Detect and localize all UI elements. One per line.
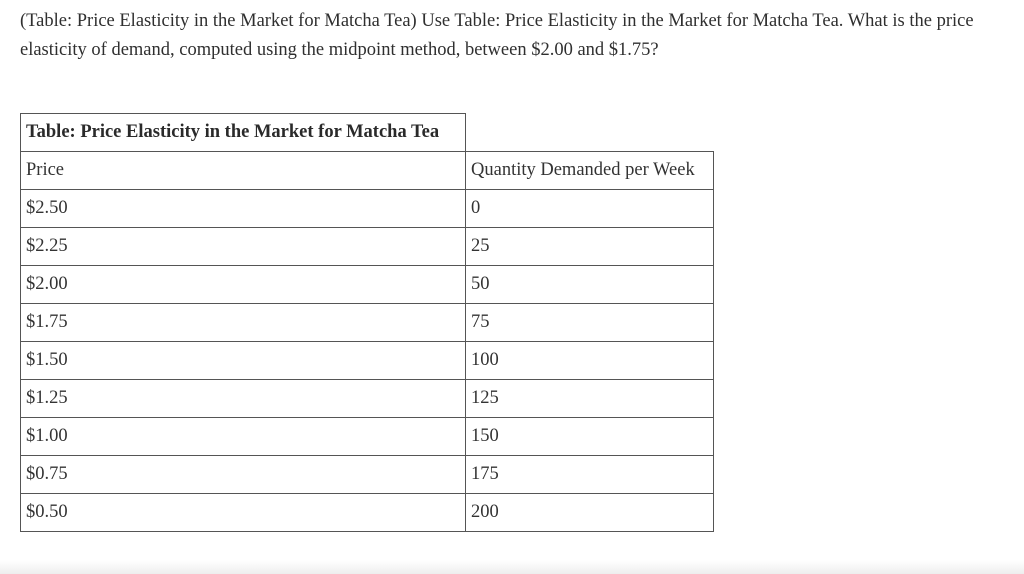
price-cell: $1.75 — [21, 304, 466, 342]
quantity-cell: 200 — [466, 494, 714, 532]
price-cell: $1.25 — [21, 380, 466, 418]
price-cell: $1.00 — [21, 418, 466, 456]
table-row — [21, 228, 714, 266]
quantity-cell: 75 — [466, 304, 714, 342]
price-cell: $2.50 — [21, 190, 466, 228]
quantity-cell: 0 — [466, 190, 714, 228]
table-row — [21, 266, 714, 304]
table-header-row — [21, 152, 714, 190]
table-row — [21, 456, 714, 494]
table-row — [21, 494, 714, 532]
table-row — [21, 342, 714, 380]
bottom-shadow-divider — [0, 560, 1024, 574]
quantity-cell: 150 — [466, 418, 714, 456]
quantity-cell: 175 — [466, 456, 714, 494]
price-column-header: Price — [21, 152, 466, 190]
quantity-column-header: Quantity Demanded per Week — [466, 152, 714, 190]
table-title-row — [21, 114, 714, 152]
table-title: Table: Price Elasticity in the Market for Matcha Tea — [21, 114, 466, 152]
quantity-cell: 100 — [466, 342, 714, 380]
quantity-cell: 50 — [466, 266, 714, 304]
price-elasticity-table — [20, 113, 714, 532]
price-cell: $2.00 — [21, 266, 466, 304]
quantity-cell: 25 — [466, 228, 714, 266]
price-cell: $0.75 — [21, 456, 466, 494]
quantity-cell: 125 — [466, 380, 714, 418]
price-elasticity-table-container — [20, 113, 714, 532]
table-row — [21, 190, 714, 228]
table-row — [21, 304, 714, 342]
price-cell: $1.50 — [21, 342, 466, 380]
question-text: (Table: Price Elasticity in the Market for Matcha Tea) Use Table: Price Elasticity in the Market for Matcha Tea. What is the price elasticity of demand, computed using the midpoint method, between $2.00 and $1.75? — [20, 11, 974, 60]
price-cell: $0.50 — [21, 494, 466, 532]
table-row — [21, 380, 714, 418]
price-cell: $2.25 — [21, 228, 466, 266]
table-row — [21, 418, 714, 456]
table-title-spacer — [466, 114, 714, 152]
